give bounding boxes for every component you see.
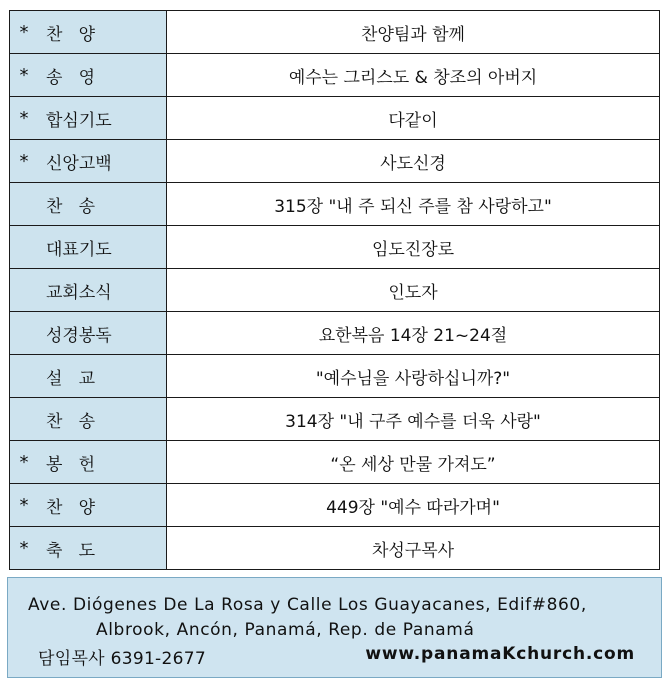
order-item-content: 315장 "내 주 되신 주를 참 사랑하고" <box>167 183 660 226</box>
order-item-content: 인도자 <box>167 269 660 312</box>
church-info-box <box>7 577 662 678</box>
standing-mark: * <box>19 64 29 86</box>
table-row <box>10 484 660 527</box>
order-item-label: 축 도 <box>46 540 96 561</box>
address-line-1: Ave. Diógenes De La Rosa y Calle Los Guayacanes, Edif#860, <box>28 595 587 615</box>
standing-mark: * <box>19 107 29 129</box>
table-row <box>10 11 660 54</box>
table-row <box>10 527 660 570</box>
order-item-label-cell <box>10 527 167 570</box>
order-item-label: 신앙고백 <box>46 153 112 174</box>
order-item-label-cell <box>10 183 167 226</box>
worship-order-table <box>9 10 660 570</box>
order-item-label: 찬 송 <box>46 196 96 217</box>
order-item-label-cell <box>10 226 167 269</box>
order-item-label-cell <box>10 398 167 441</box>
standing-mark: * <box>19 150 29 172</box>
address-line-2: Albrook, Ancón, Panamá, Rep. de Panamá <box>96 620 475 640</box>
order-item-label: 송 영 <box>46 67 96 88</box>
order-item-label: 대표기도 <box>46 239 112 260</box>
order-item-label-cell <box>10 54 167 97</box>
order-item-content: 차성구목사 <box>167 527 660 570</box>
table-row <box>10 140 660 183</box>
order-item-content: “온 세상 만물 가져도” <box>167 441 660 484</box>
order-item-label: 합심기도 <box>46 110 112 131</box>
order-item-label: 찬 양 <box>46 24 96 45</box>
standing-mark: * <box>19 494 29 516</box>
order-item-label-cell <box>10 355 167 398</box>
table-row <box>10 441 660 484</box>
order-item-content: 449장 "예수 따라가며" <box>167 484 660 527</box>
table-row <box>10 97 660 140</box>
table-row <box>10 183 660 226</box>
order-item-content: 다같이 <box>167 97 660 140</box>
table-row <box>10 398 660 441</box>
order-item-label: 성경봉독 <box>46 325 112 346</box>
order-item-content: 찬양팀과 함께 <box>167 11 660 54</box>
table-row <box>10 312 660 355</box>
order-item-label: 봉 헌 <box>46 454 96 475</box>
table-row <box>10 269 660 312</box>
table-row <box>10 226 660 269</box>
order-item-content: 314장 "내 구주 예수를 더욱 사랑" <box>167 398 660 441</box>
order-item-label: 교회소식 <box>46 282 112 303</box>
order-item-label-cell <box>10 312 167 355</box>
order-item-label-cell <box>10 97 167 140</box>
order-item-content: 임도진장로 <box>167 226 660 269</box>
order-item-label: 찬 양 <box>46 497 96 518</box>
order-item-label-cell <box>10 484 167 527</box>
order-item-label-cell <box>10 140 167 183</box>
standing-mark: * <box>19 21 29 43</box>
standing-mark: * <box>19 451 29 473</box>
order-item-label-cell <box>10 269 167 312</box>
order-item-label-cell <box>10 441 167 484</box>
order-item-content: 요한복음 14장 21~24절 <box>167 312 660 355</box>
pastor-phone: 담임목사 6391-2677 <box>38 649 206 669</box>
standing-mark: * <box>19 537 29 559</box>
order-item-label: 찬 송 <box>46 411 96 432</box>
table-row <box>10 54 660 97</box>
website-link[interactable]: www.panamaKchurch.com <box>365 644 635 664</box>
order-item-label: 설 교 <box>46 368 96 389</box>
table-row <box>10 355 660 398</box>
order-item-content: "예수님을 사랑하십니까?" <box>167 355 660 398</box>
order-item-content: 예수는 그리스도 & 창조의 아버지 <box>167 54 660 97</box>
order-item-content: 사도신경 <box>167 140 660 183</box>
order-item-label-cell <box>10 11 167 54</box>
